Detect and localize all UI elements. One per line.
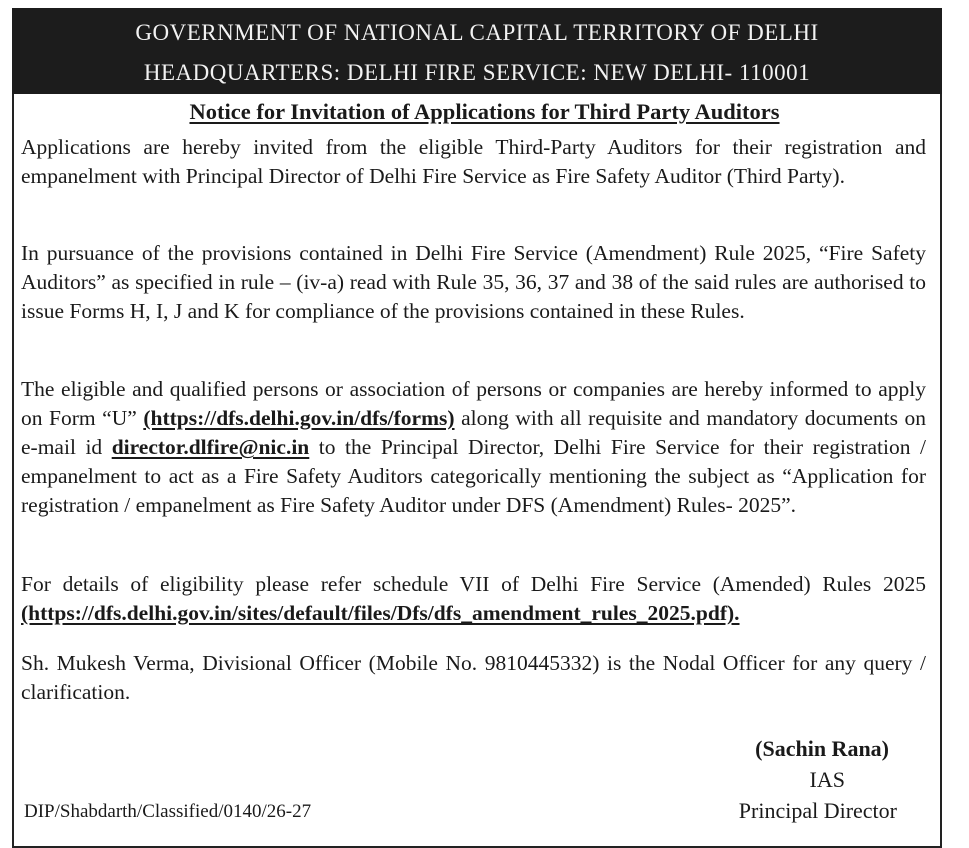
header-headquarters-line: HEADQUARTERS: DELHI FIRE SERVICE: NEW DELHI- 110001: [143, 60, 811, 85]
notice-title: Notice for Invitation of Applications for Third Party Auditors: [189, 99, 780, 124]
procedure-text-1: The eligible and qualified persons or association of persons or companies are hereby informed to apply on Form “U”: [21, 377, 926, 430]
procedure-text-2: along with all requisite and mandatory documents on e-mail id: [21, 406, 926, 459]
procedure-text-3: to the Principal Director, Delhi Fire Service for their registration / empanelment to act as a Fire Safety Auditors categorically mentioning the subject as “Application for registration / empanelment as Fire Safety Auditor under DFS (Amendment) Rules- 2025”.: [21, 435, 926, 517]
paragraph-eligibility: [21, 570, 926, 628]
header-government-line: GOVERNMENT OF NATIONAL CAPITAL TERRITORY OF DELHI: [135, 20, 819, 45]
paragraph-nodal-officer: Sh. Mukesh Verma, Divisional Officer (Mobile No. 9810445332) is the Nodal Officer for any query / clarification.: [21, 651, 926, 704]
forms-link[interactable]: (https://dfs.delhi.gov.in/dfs/forms): [143, 406, 455, 430]
eligibility-text: For details of eligibility please refer schedule VII of Delhi Fire Service (Amended) Rules 2025: [21, 572, 926, 596]
signatory-name: (Sachin Rana): [755, 736, 889, 761]
paragraph-invitation: Applications are hereby invited from the eligible Third-Party Auditors for their registration and empanelment with Principal Director of Delhi Fire Service as Fire Safety Auditor (Third Party).: [21, 135, 926, 188]
notice-header: [12, 8, 942, 94]
paragraph-provisions: In pursuance of the provisions contained in Delhi Fire Service (Amendment) Rule 2025, “Fire Safety Auditors” as specified in rule – (iv-a) read with Rule 35, 36, 37 and 38 of the said rules are authorised to issue Forms H, I, J and K for compliance of the provisions contained in these Rules.: [21, 241, 926, 323]
classified-reference: DIP/Shabdarth/Classified/0140/26-27: [24, 801, 312, 822]
signatory-designation: Principal Director: [738, 798, 897, 823]
paragraph-application-procedure: [21, 375, 926, 520]
signatory-service: IAS: [809, 767, 845, 792]
rules-link[interactable]: (https://dfs.delhi.gov.in/sites/default/files/Dfs/dfs_amendment_rules_2025.pdf).: [21, 601, 740, 625]
email-link[interactable]: director.dlfire@nic.in: [111, 435, 310, 459]
